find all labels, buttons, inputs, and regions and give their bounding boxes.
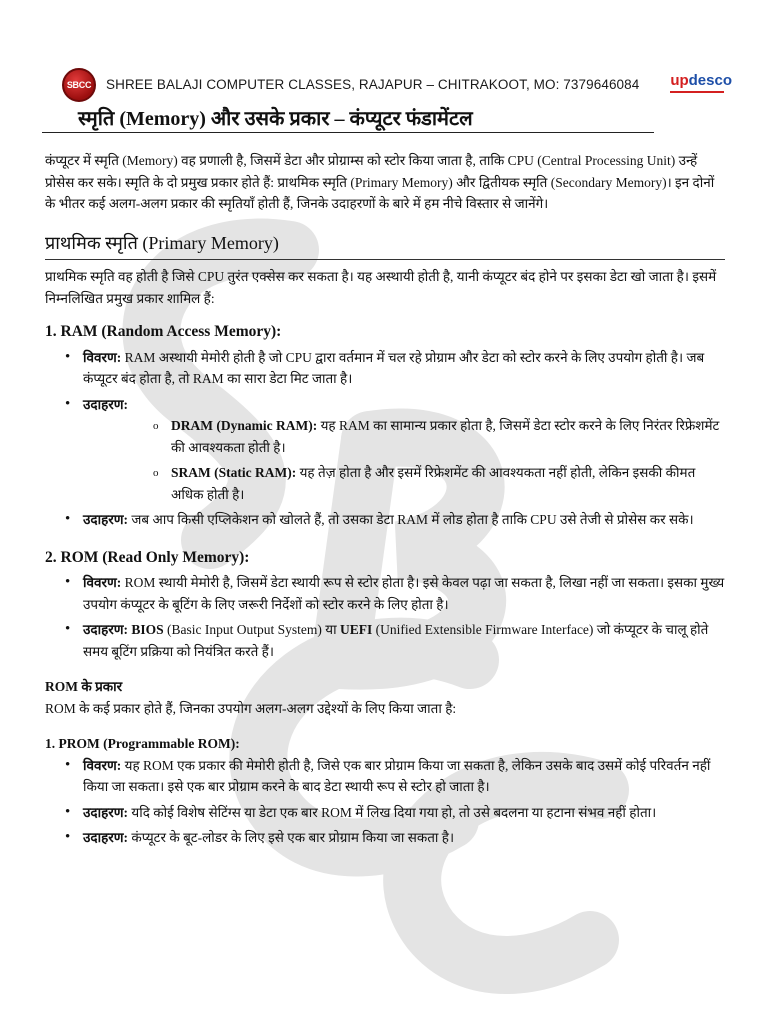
sbcc-logo bbox=[62, 68, 96, 102]
rom-heading: 2. ROM (Read Only Memory): bbox=[45, 548, 250, 566]
item-label: विवरण: bbox=[83, 575, 122, 590]
ram-types-list bbox=[83, 415, 725, 505]
intro-paragraph: कंप्यूटर में स्मृति (Memory) वह प्रणाली है, जिसमें डेटा और प्रोग्राम्स को स्टोर किया जाता है, ताकि CPU (Central Processing Unit) उन्हें प्रोसेस कर सके। स्मृति के दो प्रमुख प्रकार होते हैं: प्राथमिक स्मृति (Primary Memory) और द्वितीयक स्मृति (Secondary Memory)। इन दोनों के भीतर कई अलग-अलग प्रकार की स्मृतियाँ होती हैं, जिनके उदाहरणों के बारे में हम नीचे विस्तार से जानेंगे। bbox=[45, 153, 715, 211]
item-label: उदाहरण: bbox=[83, 830, 129, 845]
item-label: SRAM (Static RAM): bbox=[171, 465, 297, 480]
updesco-logo-part2: desco bbox=[688, 72, 732, 89]
item-text: यह RAM का सामान्य प्रकार होता है, जिसमें डेटा स्टोर करने के लिए निरंतर रिफ्रेशमेंट की आवश्यकता होती है। bbox=[171, 418, 720, 455]
uefi-term: UEFI bbox=[340, 622, 373, 637]
rom-types-heading: ROM के प्रकार bbox=[45, 679, 123, 694]
item-text: यदि कोई विशेष सेटिंग्स या डेटा एक बार ROM में लिख दिया गया हो, तो उसे बदलना या हटाना संभव नहीं होता। bbox=[128, 804, 657, 820]
item-text: (Basic Input Output System) या bbox=[163, 622, 340, 637]
rom-list bbox=[45, 572, 725, 662]
item-text: जब आप किसी एप्लिकेशन को खोलते हैं, तो उसका डेटा RAM में लोड होता है ताकि CPU उसे तेजी से प्रोसेस कर सके। bbox=[128, 512, 694, 527]
rom-types-intro: ROM के कई प्रकार होते हैं, जिनका उपयोग अलग-अलग उद्देश्यों के लिए किया जाता है: bbox=[45, 700, 457, 716]
updesco-logo bbox=[670, 72, 732, 93]
document-header bbox=[62, 64, 742, 108]
sub-list-item bbox=[83, 415, 725, 458]
ram-list bbox=[45, 347, 725, 531]
item-label: विवरण: bbox=[83, 349, 122, 365]
ram-heading: 1. RAM (Random Access Memory): bbox=[45, 323, 282, 340]
primary-memory-heading: प्राथमिक स्मृति (Primary Memory) bbox=[45, 233, 725, 261]
institute-name: SHREE BALAJI COMPUTER CLASSES, RAJAPUR – CHITRAKOOT, MO: 7379646084 bbox=[106, 77, 640, 92]
bios-term: BIOS bbox=[128, 622, 164, 637]
item-label: उदाहरण: bbox=[83, 512, 129, 527]
list-item bbox=[45, 802, 725, 824]
item-text: (Unified Extensible Firmware Interface) जो कंप्यूटर के चालू होते समय बूटिंग प्रक्रिया को नियंत्रित करते हैं। bbox=[83, 622, 709, 659]
sub-list-item bbox=[83, 462, 725, 505]
item-label: उदाहरण: bbox=[83, 622, 129, 637]
list-item bbox=[45, 827, 725, 849]
item-text: कंप्यूटर के बूट-लोडर के लिए इसे एक बार प्रोग्राम किया जा सकता है। bbox=[128, 830, 455, 845]
item-text: यह तेज़ होता है और इसमें रिफ्रेशमेंट की आवश्यकता नहीं होती, लेकिन इसकी कीमत अधिक होती है। bbox=[171, 465, 696, 502]
item-label: DRAM (Dynamic RAM): bbox=[171, 418, 318, 433]
updesco-logo-part1: up bbox=[670, 72, 689, 89]
list-item bbox=[45, 347, 725, 390]
list-item bbox=[45, 394, 725, 506]
item-text: RAM अस्थायी मेमोरी होती है जो CPU द्वारा वर्तमान में चल रहे प्रोग्राम और डेटा को स्टोर करने के लिए उपयोग होती है। जब कंप्यूटर बंद होता है, तो RAM का सारा डेटा मिट जाता है। bbox=[83, 349, 705, 386]
prom-heading: 1. PROM (Programmable ROM): bbox=[45, 736, 240, 751]
list-item bbox=[45, 572, 725, 615]
primary-memory-intro: प्राथमिक स्मृति वह होती है जिसे CPU तुरंत एक्सेस कर सकता है। यह अस्थायी होती है, यानी कंप्यूटर बंद होने पर इसका डेटा खो जाता है। इसमें निम्नलिखित प्रमुख प्रकार शामिल हैं: bbox=[45, 269, 717, 306]
title-divider bbox=[42, 132, 654, 133]
list-item bbox=[45, 619, 725, 662]
item-label: उदाहरण: bbox=[83, 804, 129, 820]
item-label: उदाहरण: bbox=[83, 396, 129, 412]
page-title: स्मृति (Memory) और उसके प्रकार – कंप्यूटर फंडामेंटल bbox=[78, 108, 473, 130]
item-label: विवरण: bbox=[83, 757, 122, 773]
item-text: ROM स्थायी मेमोरी है, जिसमें डेटा स्थायी रूप से स्टोर होता है। इसे केवल पढ़ा जा सकता है, लिखा नहीं जा सकता। इसका मुख्य उपयोग कंप्यूटर के बूटिंग के लिए जरूरी निर्देशों को स्टोर करने के लिए होता है। bbox=[83, 575, 725, 612]
sbcc-logo-text: SBCC bbox=[66, 80, 92, 90]
list-item bbox=[45, 755, 725, 798]
prom-list bbox=[45, 755, 725, 849]
list-item bbox=[45, 509, 725, 531]
item-text: यह ROM एक प्रकार की मेमोरी होती है, जिसे एक बार प्रोग्राम किया जा सकता है, लेकिन उसके बाद उसमें कोई परिवर्तन नहीं किया जा सकता। इसे एक बार प्रोग्राम करने के बाद डेटा स्थायी रूप से स्टोर हो जाता है। bbox=[83, 757, 711, 794]
document-body bbox=[45, 150, 725, 853]
